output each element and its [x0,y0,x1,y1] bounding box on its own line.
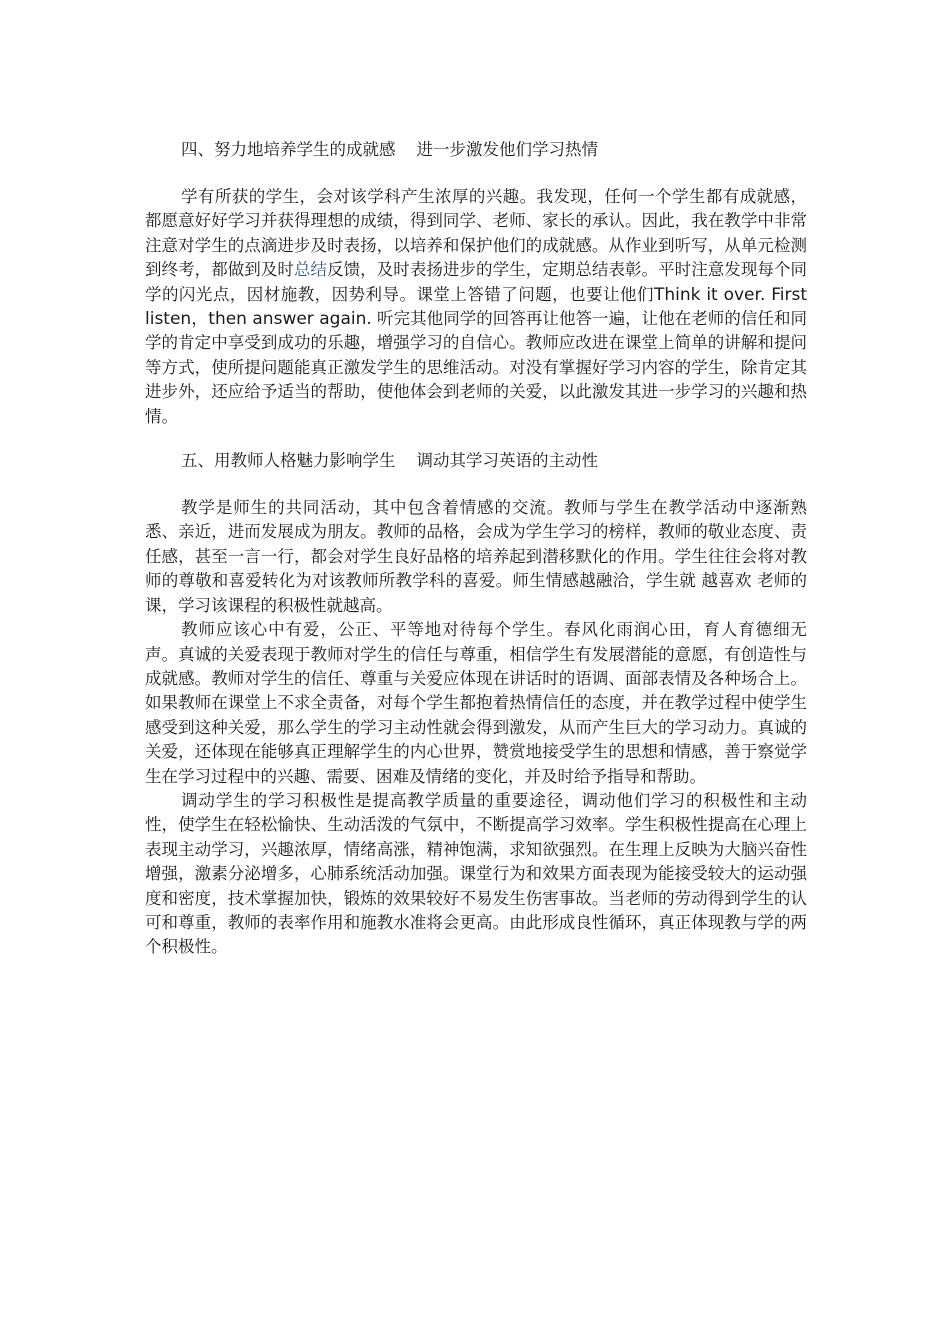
section-4-text-a: 学有所获的学生，会对该学科产生浓厚的兴趣。我发现，任何一个学生都有成就感，都愿意好好学习并获得理想的成绩，得到同学、老师、家长的承认。因此，我在教学中非常注意对学生的点滴进步及时表扬，以培养和保护他们的成就感。从作业到听写，从单元检测到终考，都做到及时 [145,187,807,280]
section-5-heading: 五、用教师人格魅力影响学生 调动其学习英语的主动性 [181,451,598,471]
section-5-paragraph-2: 教师应该心中有爱，公正、平等地对待每个学生。春风化雨润心田，育人育德细无声。真诚的关爱表现于教师对学生的信任与尊重，相信学生有发展潜能的意愿，有创造性与成就感。教师对学生的信任、尊重与关爱应体现在讲话时的语调、面部表情及各种场合上。如果教师在课堂上不求全责备，对每个学生都抱着热情信任的态度，并在教学过程中使学生感受到这种关爱，那么学生的学习主动性就会得到激发，从而产生巨大的学习动力。真诚的关爱，还体现在能够真正理解学生的内心世界，赞赏地接受学生的思想和情感，善于察觉学生在学习过程中的兴趣、需要、困难及情绪的变化，并及时给予指导和帮助。 [145,620,807,786]
section-4-heading: 四、努力地培养学生的成就感 进一步激发他们学习热情 [181,140,598,159]
section-5-paragraph-1: 教学是师生的共同活动，其中包含着情感的交流。教师与学生在教学活动中逐渐熟悉、亲近，进而发展成为朋友。教师的品格，会成为学生学习的榜样，教师的敬业态度、责任感，甚至一言一行，都会对学生良好品格的培养起到潜移默化的作用。学生往往会将对教师的尊敬和喜爱转化为对该教师所教学科的喜爱。师生情感越融洽，学生就 越喜欢 老师的课，学习该课程的积极性就越高。 [145,498,807,615]
section-4-text-c: 听完其他同学的回答再让他答一遍，让他在老师的信任和同学的肯定中享受到成功的乐趣，增强学习的自信心。教师应改进在课堂上简单的讲解和提问等方式，使所提问题能真正激发学生的思维活动。对没有掌握好学习内容的学生，除肯定其进步外，还应给予适当的帮助，使他体会到老师的关爱，以此激发其进一步学习的兴趣和热情。 [145,309,807,426]
summary-link[interactable]: 总结 [293,260,328,280]
section-4-text-b: 反馈，及时表扬进步的学生，定期总结表彰。平时注意发现每个同学的闪光点，因材施教，因势利导。课堂上答错了问题，也要让他们 [145,260,808,304]
english-phrase: Think it over. First listen，then answer again. [145,284,807,330]
section-4-paragraph [145,185,807,429]
section-5-paragraph-3: 调动学生的学习积极性是提高教学质量的重要途径，调动他们学习的积极性和主动性，使学生在轻松愉快、生动活泼的气氛中，不断提高学习效率。学生积极性提高在心理上表现主动学习，兴趣浓厚，情绪高涨，精神饱满，求知欲强烈。在生理上反映为大脑兴奋性增强，激素分泌增多，心肺系统活动加强。课堂行为和效果方面表现为能接受较大的运动强度和密度，技术掌握加快，锻炼的效果较好不易发生伤害事故。当老师的劳动得到学生的认可和尊重，教师的表率作用和施教水准将会更高。由此形成良性循环，真正体现教与学的两个积极性。 [145,790,807,957]
document-page [145,138,807,960]
